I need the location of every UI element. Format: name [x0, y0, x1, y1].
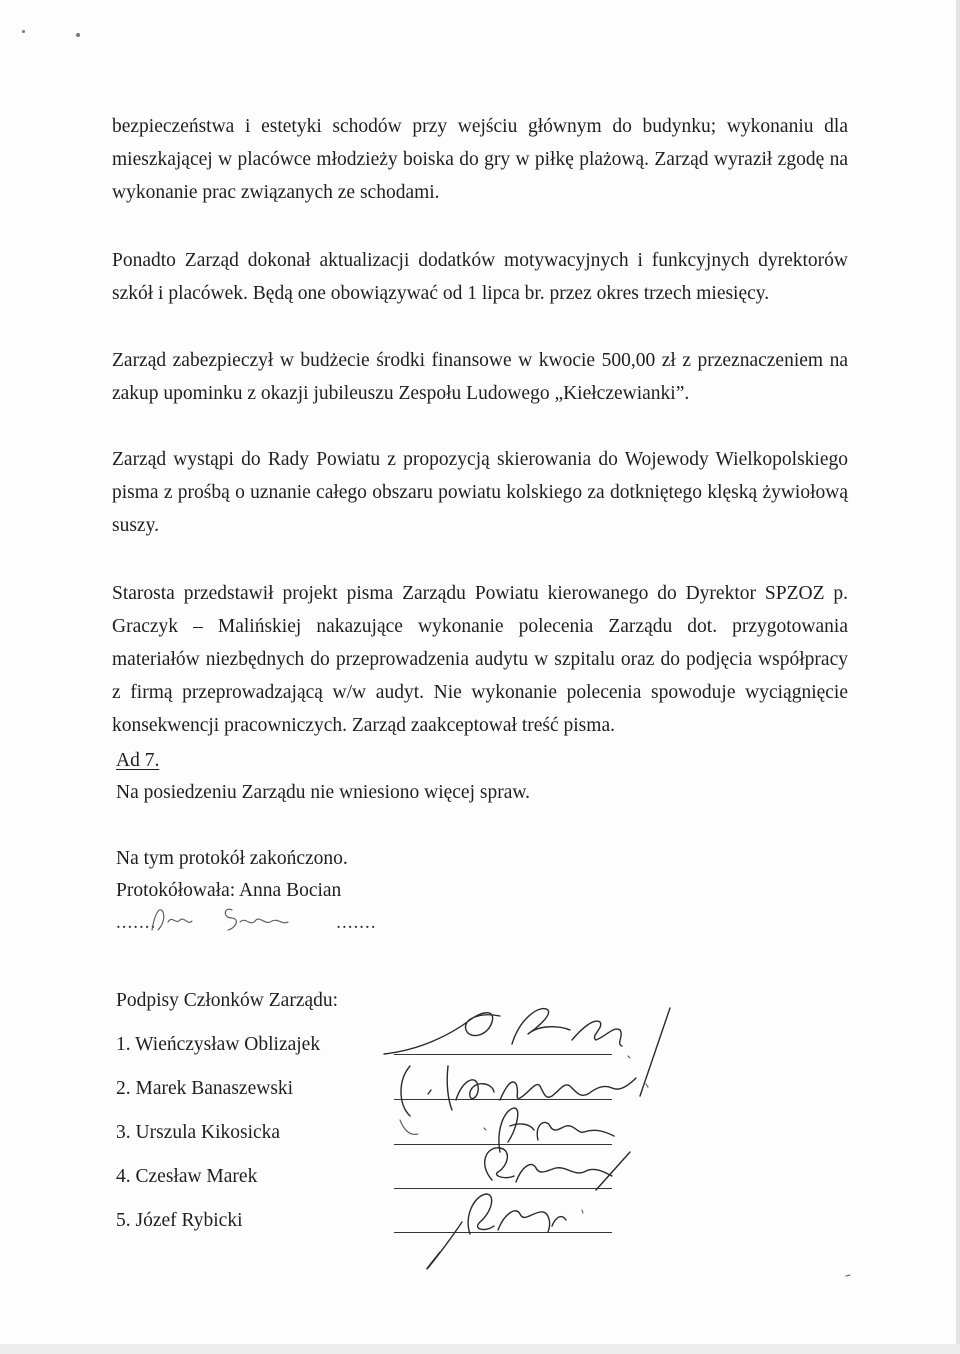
scan-speck [22, 30, 25, 33]
paragraph-text: Zarząd wystąpi do Rady Powiatu z propozycją skierowania do Wojewody Wielkopolskiego pisma z prośbą o uznanie całego obszaru powiatu kolskiego za dotkniętego klęską żywiołową suszy. [112, 449, 848, 536]
paragraph-susza [112, 443, 848, 542]
signature-line-2 [394, 1099, 612, 1100]
page-edge-bottom [0, 1344, 960, 1354]
scan-speck [76, 33, 80, 37]
recorder-signature-line [116, 912, 377, 934]
signatures-heading: Podpisy Członków Zarządu: [116, 990, 339, 1011]
member-3: 3. Urszula Kikosicka [116, 1122, 281, 1143]
signature-member-1 [384, 1008, 670, 1096]
paragraph-text: Zarząd zabezpieczył w budżecie środki finansowe w kwocie 500,00 zł z przeznaczeniem na zakup upominku z okazji jubileuszu Zespołu Ludowego „Kiełczewianki”. [112, 350, 848, 404]
ad-7-heading: Ad 7. [116, 750, 160, 771]
dots-start: ....... [116, 912, 157, 933]
paragraph-text: Ponadto Zarząd dokonał aktualizacji dodatków motywacyjnych i funkcyjnych dyrektorów szkół i placówek. Będą one obowiązywać od 1 lipca br. przez okres trzech miesięcy. [112, 250, 848, 304]
paragraph-spzoz [112, 577, 848, 742]
signature-line-5 [394, 1232, 612, 1233]
signature-line-1 [394, 1054, 612, 1055]
dots-end: ....... [336, 912, 377, 933]
paragraph-budzet [112, 344, 848, 410]
signature-line-4 [394, 1188, 612, 1189]
signature-line-3 [394, 1144, 612, 1145]
member-2: 2. Marek Banaszewski [116, 1078, 294, 1099]
member-1: 1. Wieńczysław Oblizajek [116, 1034, 321, 1055]
member-5: 5. Józef Rybicki [116, 1210, 243, 1231]
signature-member-4 [485, 1148, 630, 1190]
paragraph-text: bezpieczeństwa i estetyki schodów przy wejściu głównym do budynku; wykonaniu dla mieszkającej w placówce młodzieży boiska do gry w piłkę plażową. Zarząd wyraził zgodę na wykonanie prac związanych ze schodami. [112, 116, 848, 203]
page-edge-right [956, 0, 960, 1354]
paragraph-dodatki [112, 244, 848, 310]
recorder-text: Protokółowała: Anna Bocian [116, 880, 342, 901]
closing-text: Na tym protokół zakończono. [116, 848, 348, 869]
ad-7-text: Na posiedzeniu Zarządu nie wniesiono więcej spraw. [116, 782, 531, 803]
signature-member-2 [401, 1066, 648, 1116]
signature-member-3 [400, 1108, 614, 1152]
signature-member-5 [427, 1194, 850, 1276]
member-4: 4. Czesław Marek [116, 1166, 258, 1187]
paragraph-text: Starosta przedstawił projekt pisma Zarządu Powiatu kierowanego do Dyrektor SPZOZ p. Graczyk – Malińskiej nakazujące wykonanie polecenia Zarządu dot. przygotowania materiałów niezbędnych do przeprowadzenia audytu w szpitalu oraz do podjęcia współpracy z firmą przeprowadzającą w/w audyt. Nie wykonanie polecenia spowoduje wyciągnięcie konsekwencji pracowniczych. Zarząd zaakceptował treść pisma. [112, 583, 848, 736]
paragraph-schody [112, 110, 848, 209]
